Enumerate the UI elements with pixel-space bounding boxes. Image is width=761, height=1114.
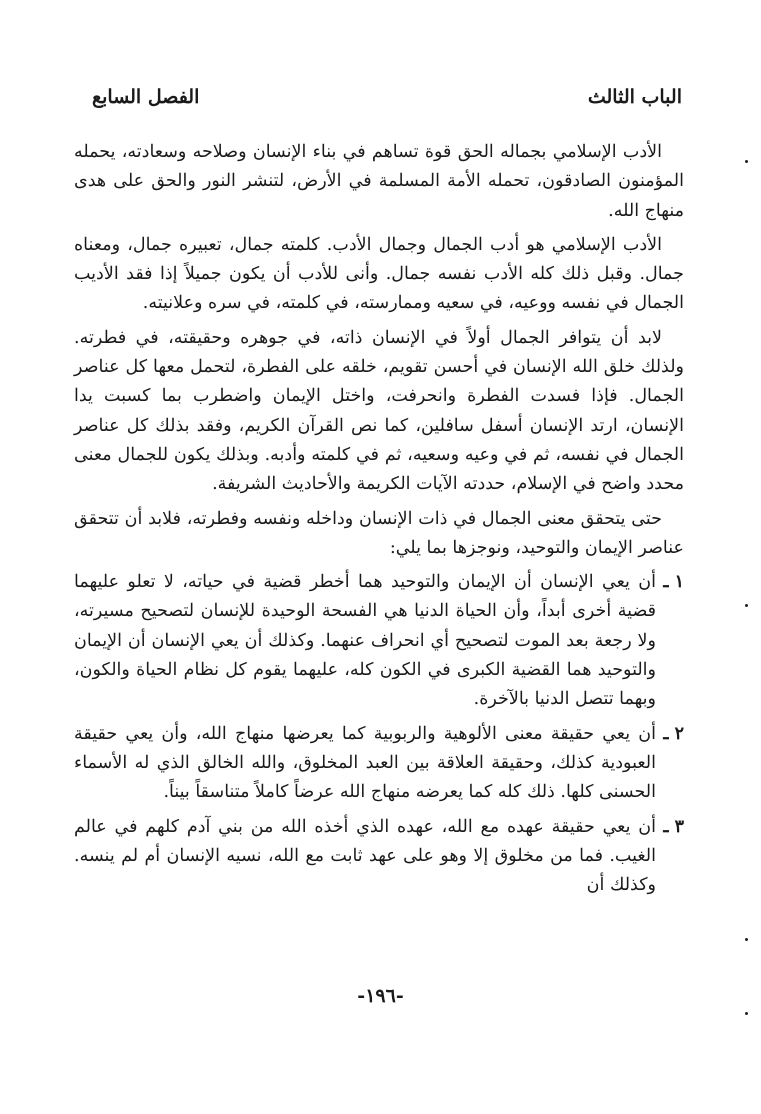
list-item-text: أن يعي حقيقة عهده مع الله، عهده الذي أخذه الله من بني آدم كلهم في عالم الغيب. فما من مخلوق إلا وهو على عهد ثابت مع الله، نسيه الإنسان أم لم ينسه. وكذلك أن — [74, 816, 656, 896]
page-number: -١٩٦- — [357, 985, 404, 1007]
paragraph-4: حتى يتحقق معنى الجمال في ذات الإنسان وداخله ونفسه وفطرته، فلابد أن تتحقق عناصر الإيمان والتوحيد، ونوجزها بما يلي: — [74, 508, 684, 558]
section-title: الفصل السابع — [92, 86, 200, 108]
numbered-list — [74, 568, 684, 900]
paragraph-2: الأدب الإسلامي هو أدب الجمال وجمال الأدب. كلمته جمال، تعبيره جمال، ومعناه جمال. وقبل ذلك كله الأدب نفسه جمال. وأنى للأدب أن يكون جميلاً إذا فقد الأديب الجمال في نفسه ووعيه، في سعيه وممارسته، في كلمته، في سره وعلانيته. — [74, 234, 684, 314]
paragraph-1: الأدب الإسلامي بجماله الحق قوة تساهم في بناء الإنسان وصلاحه وسعادته، يحمله المؤمنون الصادقون، تحمله الأمة المسلمة في الأرض، لتنشر النور والحق على هدى منهاج الله. — [74, 142, 684, 221]
paragraph-3: لابد أن يتوافر الجمال أولاً في الإنسان ذاته، في جوهره وحقيقته، في فطرته. ولذلك خلق الله الإنسان في أحسن تقويم، خلقه على الفطرة، لتحمل معها كل عناصر الجمال. فإذا فسدت الفطرة وانحرفت، واختل الإيمان واضطرب بما كسبت يدا الإنسان، ارتد الإنسان أسفل سافلين، كما نص القرآن الكريم، وفقد بذلك كل عناصر الجمال في نفسه، ثم في وعيه وسعيه، ثم في كلمته وأدبه. وبذلك يكون للجمال معنى محدد واضح في الإسلام، حددته الآيات الكريمة والأحاديث الشريفة. — [74, 327, 684, 495]
list-item-number: ٣ ـ — [663, 816, 684, 837]
scan-mark — [745, 938, 748, 941]
chapter-title: الباب الثالث — [587, 86, 682, 108]
list-item-number: ١ ـ — [663, 572, 684, 593]
list-item-number: ٢ ـ — [663, 723, 684, 744]
list-item — [74, 568, 684, 714]
list-item-text: أن يعي الإنسان أن الإيمان والتوحيد هما أخطر قضية في حياته، لا تعلو عليهما قضية أخرى أبداً، وأن الحياة الدنيا هي الفسحة الوحيدة للإنسان لتصحيح مسيرته، ولا رجعة بعد الموت لتصحيح أي انحراف عنهما. وكذلك أن يعي الإنسان أن الإيمان والتوحيد هما القضية الكبرى في الكون كله، عليهما يقوم كل نظام الحياة والكون، وبهما تتصل الدنيا بالآخرة. — [74, 572, 656, 710]
body-text — [74, 138, 684, 905]
scan-mark — [745, 160, 748, 163]
list-item — [74, 720, 684, 808]
scan-mark — [745, 604, 748, 607]
list-item-text: أن يعي حقيقة معنى الألوهية والربوبية كما يعرضها منهاج الله، وأن يعي حقيقة العبودية كذلك، وحقيقة العلاقة بين العبد المخلوق، والله الخالق الذي له الأسماء الحسنى كلها. ذلك كله كما يعرضه منهاج الله عرضاً كاملاً متناسقاً بيناً. — [74, 723, 656, 803]
running-header — [92, 86, 682, 116]
scan-mark — [745, 1012, 748, 1015]
list-item — [74, 813, 684, 901]
